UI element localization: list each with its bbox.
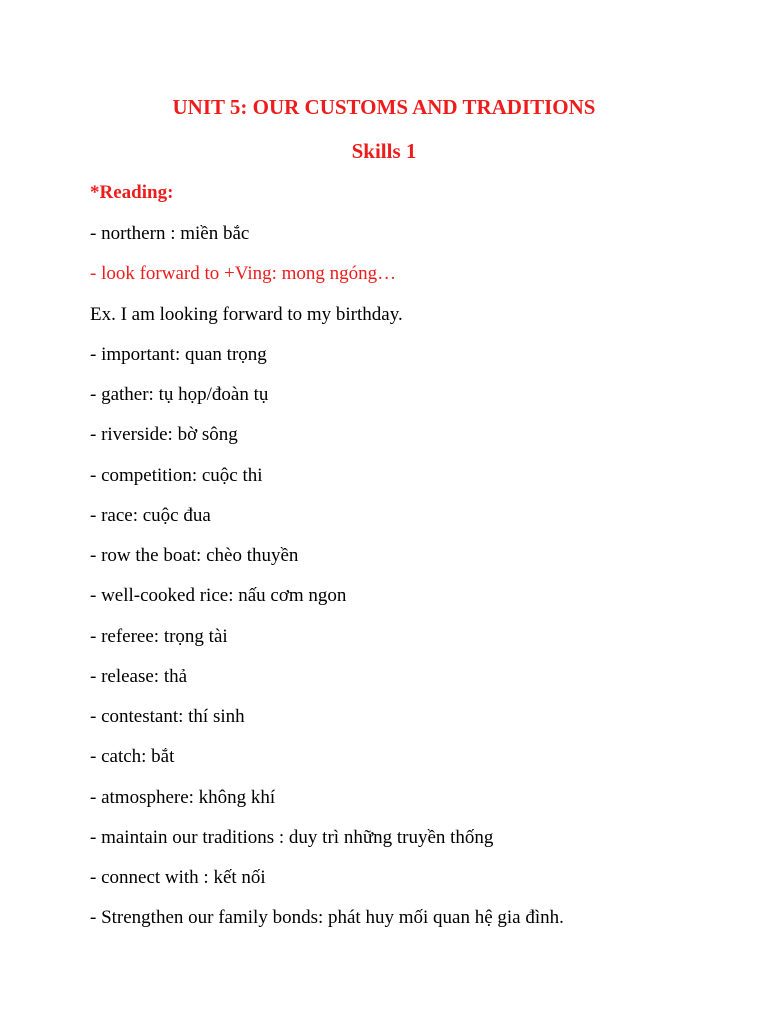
vocab-line-highlighted: - look forward to +Ving: mong ngóng…	[90, 263, 397, 285]
vocab-line: - referee: trọng tài	[90, 625, 228, 647]
vocab-line: - competition: cuộc thi	[90, 464, 263, 486]
vocab-line: - release: thả	[90, 665, 188, 687]
vocab-line: - Strengthen our family bonds: phát huy mối quan hệ gia đình.	[90, 907, 564, 929]
vocab-line: - race: cuộc đua	[90, 504, 211, 526]
example-sentence: Ex. I am looking forward to my birthday.	[90, 303, 403, 325]
vocab-line: - maintain our traditions : duy trì những truyền thống	[90, 826, 494, 848]
document-title: UNIT 5: OUR CUSTOMS AND TRADITIONS	[172, 95, 596, 119]
vocab-line: - row the boat: chèo thuyền	[90, 545, 299, 566]
vocab-line: - catch: bắt	[90, 746, 175, 768]
vocab-line: - riverside: bờ sông	[90, 424, 238, 446]
section-heading-reading: *Reading:	[90, 182, 174, 203]
document-subtitle: Skills 1	[351, 139, 417, 163]
vocab-line: - important: quan trọng	[90, 343, 267, 365]
vocabulary-list	[90, 223, 564, 948]
vocab-line: - gather: tụ họp/đoàn tụ	[90, 384, 269, 405]
vocab-line: - well-cooked rice: nấu cơm ngon	[90, 585, 347, 607]
vocab-line: - contestant: thí sinh	[90, 706, 245, 727]
vocab-line: - atmosphere: không khí	[90, 786, 276, 808]
vocab-line: - northern : miền bắc	[90, 223, 250, 244]
vocab-line: - connect with : kết nối	[90, 867, 266, 888]
